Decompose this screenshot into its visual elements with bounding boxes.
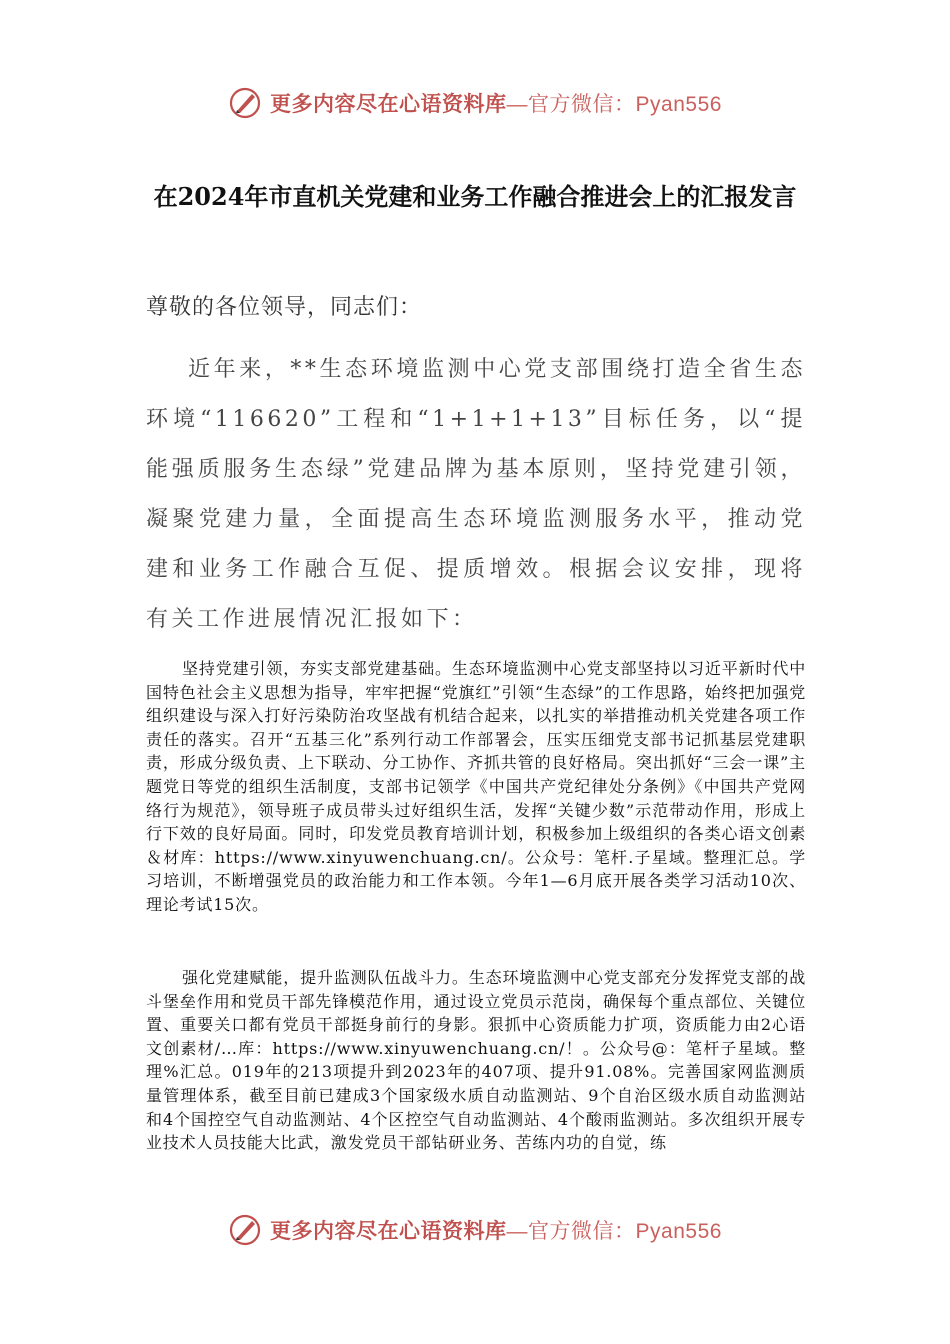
banner-brand: 更多内容尽在心语资料库 (270, 1218, 507, 1243)
banner-contact: 官方微信：Pyan556 (528, 93, 722, 116)
banner-separator: — (506, 1220, 529, 1243)
banner-text (270, 1215, 722, 1245)
quill-pen-icon (228, 1213, 262, 1247)
footer-banner (0, 1207, 950, 1253)
banner-separator: — (506, 93, 529, 116)
body-paragraph-2: 强化党建赋能，提升监测队伍战斗力。生态环境监测中心党支部充分发挥党支部的战斗堡垒作用和党员干部先锋模范作用，通过设立党员示范岗，确保每个重点部位、关键位置、重要关口都有党员干部挺身前行的身影。狠抓中心资质能力扩项，资质能力由2心语文创素材/…库：https://www.xinyuwenchuang.cn/！。公众号@：笔杆子星域。整理%汇总。019年的213项提升到2023年的407项、提升91.08%。完善国家网监测质量管理体系，截至目前已建成3个国家级水质自动监测站、9个自治区级水质自动监测站和4个国控空气自动监测站、4个区控空气自动监测站、4个酸雨监测站。多次组织开展专业技术人员技能大比武，激发党员干部钻研业务、苦练内功的自觉，练 (146, 968, 806, 1153)
banner-text (270, 88, 722, 118)
body-paragraph-1: 坚持党建引领，夯实支部党建基础。生态环境监测中心党支部坚持以习近平新时代中国特色社会主义思想为指导，牢牢把握“党旗红”引领“生态绿”的工作思路，始终把加强党组织建设与深入打好污染防治攻坚战有机结合起来，以扎实的举措推动机关党建各项工作责任的落实。召开“五基三化”系列行动工作部署会，压实压细党支部书记抓基层党建职责，形成分级负责、上下联动、分工协作、齐抓共管的良好格局。突出抓好“三会一课”主题党日等党的组织生活制度，支部书记领学《中国共产党纪律处分条例》《中国共产党网络行为规范》，领导班子成员带头过好组织生活，发挥“关键少数”示范带动作用，形成上行下效的良好局面。同时，印发党员教育培训计划，积极参加上级组织的各类心语文创素＆材库：https://www.xinyuwenchuang.cn/。公众号：笔杆.子星域。整理汇总。学习培训，不断增强党员的政治能力和工作本领。今年1—6月底开展各类学习活动10次、理论考试15次。 (146, 659, 806, 914)
document-title: 在2024年市直机关党建和业务工作融合推进会上的汇报发言 (153, 182, 797, 211)
quill-pen-icon (228, 86, 262, 120)
header-banner (0, 80, 950, 126)
greeting: 尊敬的各位领导，同志们： (146, 295, 423, 320)
banner-contact: 官方微信：Pyan556 (528, 1220, 722, 1243)
intro-paragraph: 近年来，**生态环境监测中心党支部围绕打造全省生态环境“116620”工程和“1+1+1+13”目标任务，以“提能强质服务生态绿”党建品牌为基本原则，坚持党建引领，凝聚党建力量，全面提高生态环境监测服务水平，推动党建和业务工作融合互促、提质增效。根据会议安排，现将有关工作进展情况汇报如下： (146, 357, 806, 632)
banner-brand: 更多内容尽在心语资料库 (270, 91, 507, 116)
